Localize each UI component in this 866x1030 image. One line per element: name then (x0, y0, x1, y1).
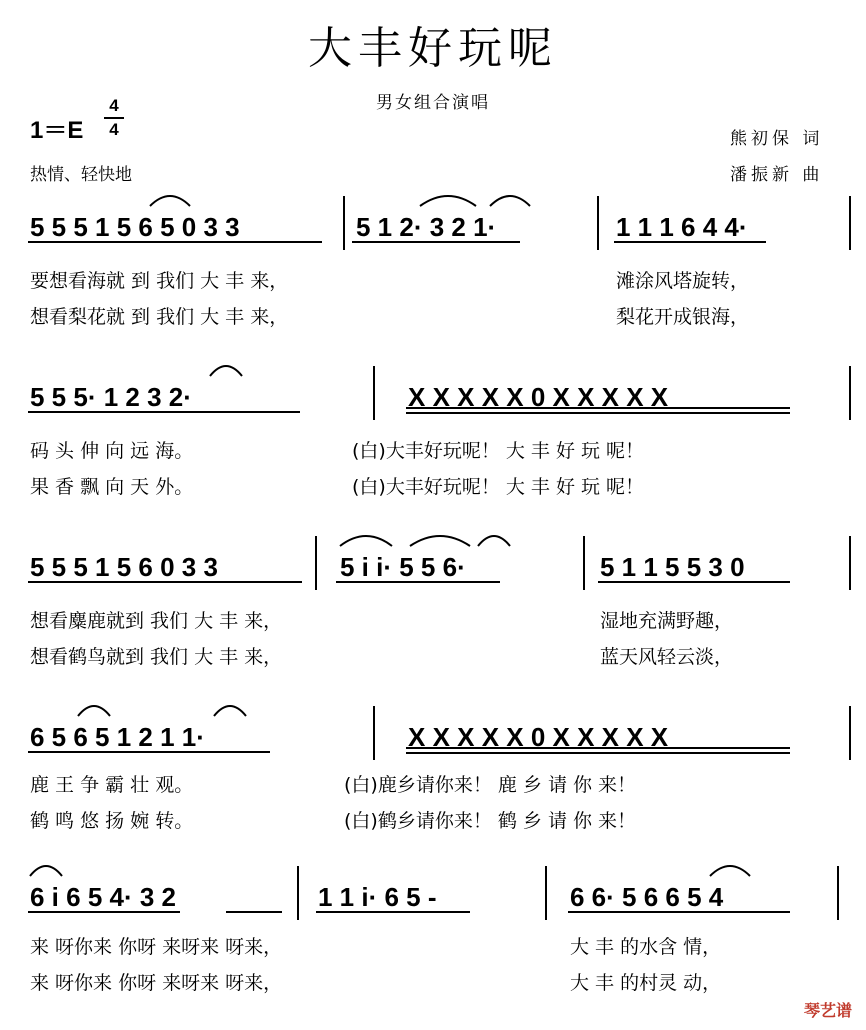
performer-credit: 男女组合演唱 (376, 93, 490, 113)
lyric-verse-1: 大 丰 的水含 情， (570, 936, 722, 958)
lyric-verse-1: (白)鹿乡请你来！ 鹿 乡 请 你 来！ (344, 774, 637, 796)
measure-notes: 1 1 1 6 4 4· (616, 212, 748, 242)
measure-notes: 5 5 5 1 5 6 0 3 3 (30, 552, 218, 582)
slur (420, 196, 476, 206)
meter-top: 4 (109, 96, 119, 115)
measure-notes: 5 5 5· 1 2 3 2· (30, 382, 192, 412)
slur (340, 536, 392, 546)
song-title: 大丰好玩呢 (308, 23, 558, 74)
lyric-verse-1: (白)大丰好玩呢！ 大 丰 好 玩 呢！ (352, 440, 645, 462)
measure-notes: X X X X X 0 X X X X X (408, 722, 669, 752)
tempo-marking: 热情、轻快地 (30, 165, 132, 185)
slur (410, 536, 470, 546)
slur (150, 196, 190, 206)
measure-notes: 5 1 2· 3 2 1· (356, 212, 497, 242)
slur (478, 536, 510, 546)
lyric-verse-2: 想看梨花就 到 我们 大 丰 来， (30, 306, 289, 328)
measure-notes: 6 5 6 5 1 2 1 1· (30, 722, 205, 752)
lyric-verse-2: (白)大丰好玩呢！ 大 丰 好 玩 呢！ (352, 476, 645, 498)
lyric-verse-1: 来 呀你来 你呀 来呀来 呀来， (30, 936, 283, 958)
composer-credit: 潘振新 曲 (730, 165, 824, 185)
lyric-verse-2: 大 丰 的村灵 动， (570, 972, 722, 994)
measure-notes: 1 1 i· 6 5 - (318, 882, 437, 912)
site-logo: 琴艺谱 (803, 1001, 852, 1020)
lyric-verse-2: (白)鹤乡请你来！ 鹤 乡 请 你 来！ (344, 810, 637, 832)
lyric-verse-2: 果 香 飘 向 天 外。 (30, 476, 194, 498)
lyric-verse-1: 要想看海就 到 我们 大 丰 来， (30, 270, 289, 292)
lyric-verse-1: 湿地充满野趣， (600, 610, 734, 632)
measure-notes: 6 6· 5 6 6 5 4 (570, 882, 724, 912)
measure-notes: 5 i i· 5 5 6· (340, 552, 466, 582)
lyric-verse-1: 滩涂风塔旋转， (616, 270, 750, 292)
lyric-verse-2: 梨花开成银海， (616, 306, 750, 328)
slur (78, 706, 110, 716)
lyric-verse-2: 想看鹤鸟就到 我们 大 丰 来， (30, 646, 283, 668)
meter-bottom: 4 (109, 120, 119, 139)
lyric-verse-2: 蓝天风轻云淡， (600, 646, 734, 668)
lyric-verse-1: 想看麋鹿就到 我们 大 丰 来， (30, 610, 283, 632)
measure-notes: 5 5 5 1 5 6 5 0 3 3 (30, 212, 240, 242)
slur (710, 866, 750, 876)
slur (30, 866, 62, 876)
lyric-verse-2: 来 呀你来 你呀 来呀来 呀来， (30, 972, 283, 994)
slur (210, 366, 242, 376)
measure-notes: 6 i 6 5 4· 3 2 (30, 882, 176, 912)
lyric-verse-1: 鹿 王 争 霸 壮 观。 (30, 774, 194, 796)
lyric-verse-1: 码 头 伸 向 远 海。 (30, 440, 194, 462)
lyric-verse-2: 鹤 鸣 悠 扬 婉 转。 (30, 810, 194, 832)
slur (214, 706, 246, 716)
measure-notes: X X X X X 0 X X X X X (408, 382, 669, 412)
slur (490, 196, 530, 206)
lyricist-credit: 熊初保 词 (730, 129, 824, 149)
measure-notes: 5 1 1 5 5 3 0 (600, 552, 745, 582)
key-signature: 1＝E (30, 117, 84, 144)
